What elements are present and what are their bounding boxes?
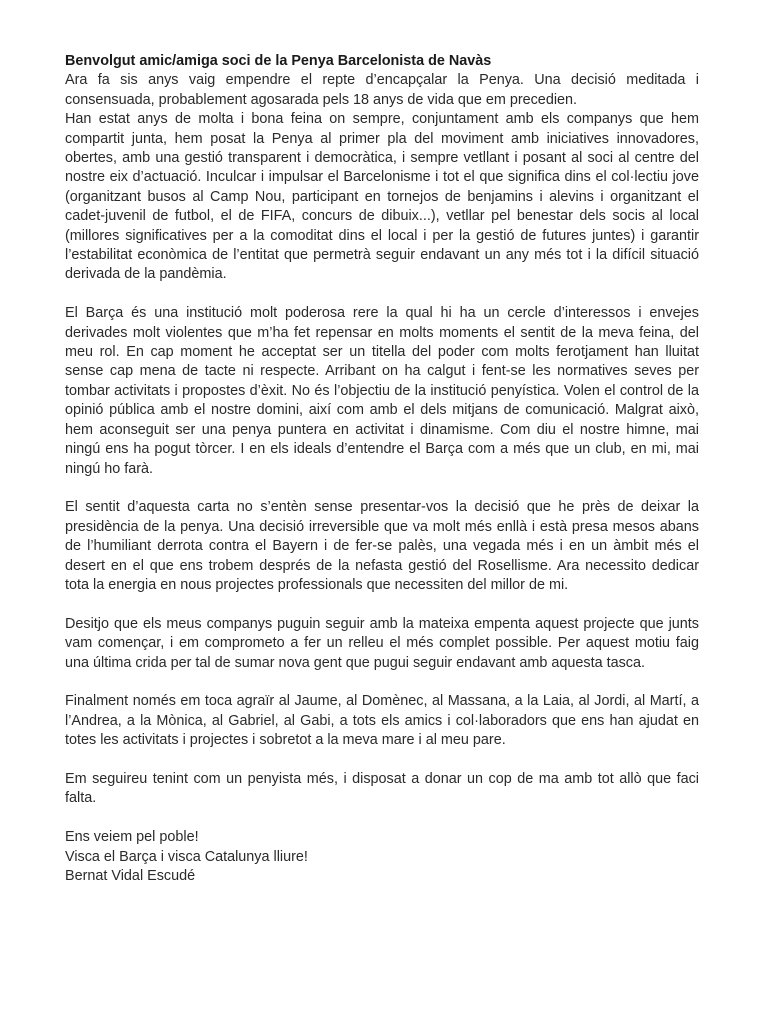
paragraph (65, 498, 699, 595)
paragraph (65, 304, 699, 479)
paragraph-line: falta. (65, 790, 97, 807)
paragraph-line: cadet-juvenil de futbol, el de FIFA, concurs de dibuix...), vetllar pel benestar dels socis al local (65, 208, 699, 225)
paragraph-line: de l’humiliant derrota contra el Bayern i de fer-se palès, una vegada més i en un àmbit més el (65, 538, 699, 555)
paragraph (65, 770, 699, 809)
paragraph-line: l’estabilitat econòmica de l’entitat que permetrà seguir endavant un any més tot i la difícil situació (65, 247, 699, 264)
paragraph (65, 692, 699, 750)
paragraph (65, 71, 699, 110)
paragraph-line: sense cap mena de tacte ni respecte. Arribant on ha calgut i fent-se les normatives seves per (65, 363, 699, 380)
paragraph-line: Ens veiem pel poble! (65, 829, 199, 846)
paragraph-line: nostre eix d’actuació. Inculcar i impulsar el Barcelonisme i tot el que significa dins el col·lectiu jove (65, 169, 699, 186)
letter-document (65, 52, 699, 886)
paragraph (65, 828, 699, 847)
paragraph-line: Finalment només em toca agraïr al Jaume, al Domènec, al Massana, a la Laia, al Jordi, al Martí, a (65, 693, 699, 710)
paragraph (65, 615, 699, 673)
paragraph-line: tota la energia en nous projectes professionals que necessiten del millor de mi. (65, 576, 569, 593)
paragraph-line: Ara fa sis anys vaig empendre el repte d’encapçalar la Penya. Una decisió meditada i (65, 72, 699, 89)
paragraph-line: totes les activitats i projectes i sobretot a la meva mare i al meu pare. (65, 732, 506, 749)
paragraph-line: Desitjo que els meus companys puguin seguir amb la mateixa empenta aquest projecte que junts (65, 615, 699, 632)
paragraph-line: ningú ho farà. (65, 460, 154, 477)
letter-body (65, 71, 699, 886)
paragraph-line: derivades molt violentes que m’ha fet repensar en molts moments el sentit de la meva feina, del (65, 324, 699, 341)
paragraph-line: (organitzant busos al Camp Nou, participant en tornejos de benjamins i alevins i organitzant el (65, 188, 699, 205)
paragraph-line: opinió pública amb el nostre domini, així com amb el dels mitjans de comunicació. Malgrat això, (65, 402, 699, 419)
paragraph-line: derivada de la pandèmia. (65, 266, 227, 283)
paragraph-line: Han estat anys de molta i bona feina on sempre, conjuntament amb els companys que hem (65, 111, 699, 128)
paragraph (65, 110, 699, 285)
paragraph-line: obertes, amb una gestió transparent i democràtica, i sempre vetllant i posant al soci al centre del (65, 150, 699, 167)
paragraph (65, 867, 699, 886)
paragraph-line: Bernat Vidal Escudé (65, 867, 196, 884)
paragraph-line: (millores significatives per a la comoditat dins el local i per la gestió de futures juntes) i garantir (65, 227, 699, 244)
paragraph-line: presidència de la penya. Una decisió irreversible que va molt més enllà i està presa mesos abans (65, 518, 699, 535)
paragraph-line: l’Andrea, a la Mònica, al Gabriel, al Gabi, a tots els amics i col·laboradors que ens han ajudat en (65, 712, 699, 729)
paragraph-line: una última crida per tal de sumar nova gent que pugui seguir endavant amb aquesta tasca. (65, 654, 645, 671)
paragraph-line: tombar activitats i propostes d’èxit. No és l’objectiu de la institució penyística. Volen el control de la (65, 382, 699, 399)
paragraph-line: Em seguireu tenint com un penyista més, i disposat a donar un cop de ma amb tot allò que faci (65, 770, 699, 787)
paragraph-line: Visca el Barça i visca Catalunya lliure! (65, 848, 308, 865)
paragraph (65, 848, 699, 867)
paragraph-line: consensuada, probablement agosarada pels 18 anys de vida que em precedien. (65, 91, 578, 108)
paragraph-line: vam començar, i em comprometo a fer un relleu el més complet possible. Per aquest motiu faig (65, 635, 699, 652)
paragraph-line: meu rol. En cap moment he acceptat ser un titella del poder com molts ferotjament han lluitat (65, 344, 699, 361)
paragraph-line: compartit junta, hem posat la Penya al primer pla del moviment amb iniciatives innovadores, (65, 130, 699, 147)
paragraph-line: desert en el que ens trobem després de la nefasta gestió del Rosellisme. Ara necessito dedicar (65, 557, 699, 574)
paragraph-line: hem aconseguit ser una penya puntera en activitat i dinamisme. Com diu el nostre himne, mai (65, 421, 699, 438)
paragraph-line: El sentit d’aquesta carta no s’entèn sense presentar-vos la decisió que he près de deixar la (65, 499, 699, 516)
paragraph-line: El Barça és una institució molt poderosa rere la qual hi ha un cercle d’interessos i envejes (65, 305, 699, 322)
paragraph-line: ningú ens ha pogut tòrcer. I en els ideals d’entendre el Barça com a més que un club, en mi, mai (65, 441, 699, 458)
letter-title: Benvolgut amic/amiga soci de la Penya Barcelonista de Navàs (65, 53, 492, 69)
